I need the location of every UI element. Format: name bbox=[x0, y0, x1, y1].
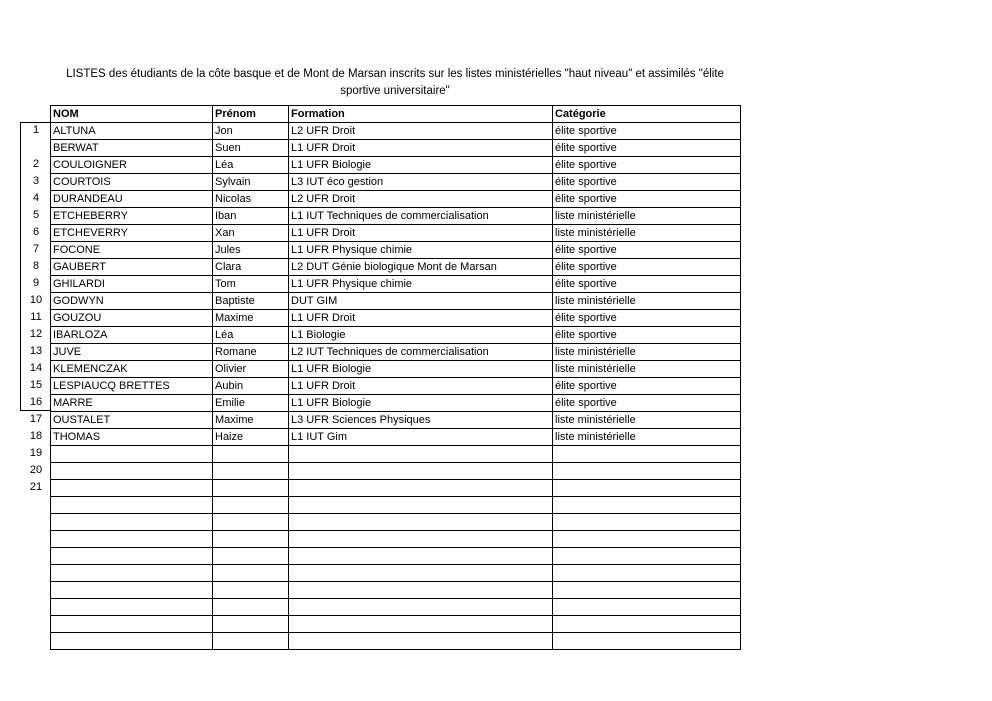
cell-categorie bbox=[553, 463, 741, 480]
table-row bbox=[51, 208, 741, 225]
cell-categorie bbox=[553, 497, 741, 514]
cell-nom: KLEMENCZAK bbox=[51, 361, 213, 378]
cell-categorie bbox=[553, 565, 741, 582]
row-number: 16 bbox=[29, 396, 43, 408]
cell-prenom: Olivier bbox=[213, 361, 289, 378]
cell-categorie: liste ministérielle bbox=[553, 225, 741, 242]
cell-categorie: élite sportive bbox=[553, 242, 741, 259]
cell-categorie bbox=[553, 599, 741, 616]
cell-formation: L1 UFR Droit bbox=[289, 140, 553, 157]
table-row bbox=[51, 327, 741, 344]
cell-prenom: Emilie bbox=[213, 395, 289, 412]
students-table-body bbox=[51, 106, 741, 650]
cell-prenom bbox=[213, 565, 289, 582]
table-row bbox=[51, 565, 741, 582]
cell-categorie bbox=[553, 514, 741, 531]
cell-formation bbox=[289, 497, 553, 514]
table-row bbox=[51, 361, 741, 378]
cell-prenom: Romane bbox=[213, 344, 289, 361]
cell-nom: GODWYN bbox=[51, 293, 213, 310]
cell-categorie: liste ministérielle bbox=[553, 208, 741, 225]
cell-formation: L1 UFR Physique chimie bbox=[289, 242, 553, 259]
cell-categorie: élite sportive bbox=[553, 174, 741, 191]
students-table bbox=[50, 105, 741, 650]
cell-categorie: élite sportive bbox=[553, 157, 741, 174]
cell-nom bbox=[51, 463, 213, 480]
table-row bbox=[51, 395, 741, 412]
cell-categorie: élite sportive bbox=[553, 378, 741, 395]
cell-formation: L2 DUT Génie biologique Mont de Marsan bbox=[289, 259, 553, 276]
cell-categorie: liste ministérielle bbox=[553, 412, 741, 429]
cell-nom: GHILARDI bbox=[51, 276, 213, 293]
cell-formation: L2 UFR Droit bbox=[289, 123, 553, 140]
cell-nom: GOUZOU bbox=[51, 310, 213, 327]
cell-formation: L1 UFR Droit bbox=[289, 225, 553, 242]
cell-prenom: Léa bbox=[213, 327, 289, 344]
cell-categorie: élite sportive bbox=[553, 276, 741, 293]
cell-formation: L1 UFR Biologie bbox=[289, 395, 553, 412]
cell-nom bbox=[51, 582, 213, 599]
cell-prenom: Tom bbox=[213, 276, 289, 293]
cell-categorie bbox=[553, 446, 741, 463]
cell-formation: DUT GIM bbox=[289, 293, 553, 310]
cell-nom: OUSTALET bbox=[51, 412, 213, 429]
cell-nom: MARRE bbox=[51, 395, 213, 412]
cell-formation bbox=[289, 565, 553, 582]
cell-nom: THOMAS bbox=[51, 429, 213, 446]
table-row bbox=[51, 123, 741, 140]
cell-formation: L1 UFR Droit bbox=[289, 378, 553, 395]
cell-nom: FOCONE bbox=[51, 242, 213, 259]
cell-formation: L3 IUT éco gestion bbox=[289, 174, 553, 191]
cell-categorie: liste ministérielle bbox=[553, 293, 741, 310]
cell-categorie bbox=[553, 582, 741, 599]
cell-nom: COURTOIS bbox=[51, 174, 213, 191]
table-row bbox=[51, 429, 741, 446]
cell-nom: ALTUNA bbox=[51, 123, 213, 140]
row-number: 4 bbox=[32, 192, 40, 204]
cell-formation: L1 IUT Techniques de commercialisation bbox=[289, 208, 553, 225]
cell-formation bbox=[289, 463, 553, 480]
cell-prenom: Maxime bbox=[213, 412, 289, 429]
cell-categorie bbox=[553, 531, 741, 548]
cell-nom: LESPIAUCQ BRETTES bbox=[51, 378, 213, 395]
cell-categorie bbox=[553, 616, 741, 633]
title-line-1: LISTES des étudiants de la côte basque et de Mont de Marsan inscrits sur les listes ministérielles "haut niveau" et assimilés "élite bbox=[66, 68, 724, 80]
cell-nom bbox=[51, 548, 213, 565]
cell-categorie: élite sportive bbox=[553, 140, 741, 157]
cell-categorie: élite sportive bbox=[553, 191, 741, 208]
cell-prenom bbox=[213, 463, 289, 480]
cell-categorie: élite sportive bbox=[553, 395, 741, 412]
cell-formation bbox=[289, 599, 553, 616]
cell-prenom bbox=[213, 531, 289, 548]
table-row bbox=[51, 599, 741, 616]
table-row bbox=[51, 497, 741, 514]
table-row bbox=[51, 412, 741, 429]
cell-categorie: liste ministérielle bbox=[553, 344, 741, 361]
table-row bbox=[51, 582, 741, 599]
table-row bbox=[51, 480, 741, 497]
cell-formation: L2 UFR Droit bbox=[289, 191, 553, 208]
cell-nom bbox=[51, 446, 213, 463]
cell-prenom: Baptiste bbox=[213, 293, 289, 310]
title-line-2: sportive universitaire" bbox=[340, 85, 450, 97]
cell-nom bbox=[51, 616, 213, 633]
table-row bbox=[51, 157, 741, 174]
row-number: 14 bbox=[29, 362, 43, 374]
cell-prenom bbox=[213, 633, 289, 650]
cell-categorie: liste ministérielle bbox=[553, 361, 741, 378]
table-row bbox=[51, 276, 741, 293]
cell-prenom: Nicolas bbox=[213, 191, 289, 208]
table-row bbox=[51, 225, 741, 242]
table-row bbox=[51, 242, 741, 259]
row-number: 13 bbox=[29, 345, 43, 357]
table-row bbox=[51, 174, 741, 191]
table-row bbox=[51, 310, 741, 327]
row-number: 3 bbox=[32, 175, 40, 187]
cell-prenom bbox=[213, 497, 289, 514]
cell-formation: L1 IUT Gim bbox=[289, 429, 553, 446]
row-number: 5 bbox=[32, 209, 40, 221]
cell-prenom: Sylvain bbox=[213, 174, 289, 191]
cell-formation bbox=[289, 480, 553, 497]
table-row bbox=[51, 378, 741, 395]
cell-categorie: élite sportive bbox=[553, 327, 741, 344]
table-row bbox=[51, 293, 741, 310]
header-categorie: Catégorie bbox=[553, 106, 741, 123]
cell-nom: BERWAT bbox=[51, 140, 213, 157]
table-header-row bbox=[51, 106, 741, 123]
cell-categorie bbox=[553, 548, 741, 565]
header-prenom: Prénom bbox=[213, 106, 289, 123]
table-row bbox=[51, 140, 741, 157]
cell-nom: IBARLOZA bbox=[51, 327, 213, 344]
cell-formation bbox=[289, 582, 553, 599]
cell-prenom bbox=[213, 446, 289, 463]
table-row bbox=[51, 463, 741, 480]
cell-nom bbox=[51, 633, 213, 650]
row-number: 17 bbox=[29, 413, 43, 425]
cell-prenom bbox=[213, 514, 289, 531]
cell-categorie: élite sportive bbox=[553, 259, 741, 276]
cell-formation bbox=[289, 616, 553, 633]
cell-formation: L1 UFR Physique chimie bbox=[289, 276, 553, 293]
cell-prenom: Léa bbox=[213, 157, 289, 174]
cell-prenom bbox=[213, 616, 289, 633]
cell-prenom: Suen bbox=[213, 140, 289, 157]
row-number: 20 bbox=[29, 464, 43, 476]
cell-nom: DURANDEAU bbox=[51, 191, 213, 208]
row-number: 10 bbox=[29, 294, 43, 306]
cell-nom bbox=[51, 480, 213, 497]
cell-categorie: élite sportive bbox=[553, 123, 741, 140]
cell-formation bbox=[289, 548, 553, 565]
cell-nom: GAUBERT bbox=[51, 259, 213, 276]
table-row bbox=[51, 191, 741, 208]
cell-nom bbox=[51, 531, 213, 548]
row-number: 15 bbox=[29, 379, 43, 391]
row-number: 21 bbox=[29, 481, 43, 493]
row-number: 9 bbox=[32, 277, 40, 289]
row-number: 12 bbox=[29, 328, 43, 340]
cell-formation bbox=[289, 633, 553, 650]
row-number: 2 bbox=[32, 158, 40, 170]
cell-nom bbox=[51, 497, 213, 514]
cell-formation bbox=[289, 531, 553, 548]
table-row bbox=[51, 616, 741, 633]
cell-formation bbox=[289, 446, 553, 463]
document-title bbox=[50, 66, 740, 100]
table-row bbox=[51, 531, 741, 548]
cell-prenom bbox=[213, 480, 289, 497]
cell-formation: L2 IUT Techniques de commercialisation bbox=[289, 344, 553, 361]
table-row bbox=[51, 548, 741, 565]
row-number: 8 bbox=[32, 260, 40, 272]
cell-categorie bbox=[553, 480, 741, 497]
row-number: 18 bbox=[29, 430, 43, 442]
cell-prenom: Jules bbox=[213, 242, 289, 259]
cell-prenom bbox=[213, 599, 289, 616]
cell-formation: L3 UFR Sciences Physiques bbox=[289, 412, 553, 429]
table-row bbox=[51, 514, 741, 531]
table-row bbox=[51, 259, 741, 276]
cell-nom bbox=[51, 514, 213, 531]
cell-formation: L1 UFR Droit bbox=[289, 310, 553, 327]
cell-nom: JUVE bbox=[51, 344, 213, 361]
cell-prenom: Xan bbox=[213, 225, 289, 242]
cell-categorie bbox=[553, 633, 741, 650]
row-number: 19 bbox=[29, 447, 43, 459]
table-row bbox=[51, 633, 741, 650]
table-row bbox=[51, 446, 741, 463]
cell-nom bbox=[51, 599, 213, 616]
cell-prenom: Maxime bbox=[213, 310, 289, 327]
cell-formation bbox=[289, 514, 553, 531]
cell-categorie: élite sportive bbox=[553, 310, 741, 327]
row-number: 7 bbox=[32, 243, 40, 255]
cell-prenom bbox=[213, 582, 289, 599]
row-number: 1 bbox=[32, 124, 40, 136]
table-row bbox=[51, 344, 741, 361]
cell-nom: ETCHEBERRY bbox=[51, 208, 213, 225]
cell-formation: L1 Biologie bbox=[289, 327, 553, 344]
cell-prenom: Jon bbox=[213, 123, 289, 140]
cell-nom: COULOIGNER bbox=[51, 157, 213, 174]
header-nom: NOM bbox=[51, 106, 213, 123]
cell-nom: ETCHEVERRY bbox=[51, 225, 213, 242]
row-number: 11 bbox=[30, 311, 42, 323]
cell-prenom: Clara bbox=[213, 259, 289, 276]
cell-prenom: Haize bbox=[213, 429, 289, 446]
cell-formation: L1 UFR Biologie bbox=[289, 361, 553, 378]
cell-prenom: Aubin bbox=[213, 378, 289, 395]
cell-nom bbox=[51, 565, 213, 582]
cell-formation: L1 UFR Biologie bbox=[289, 157, 553, 174]
cell-categorie: liste ministérielle bbox=[553, 429, 741, 446]
header-formation: Formation bbox=[289, 106, 553, 123]
row-number: 6 bbox=[32, 226, 40, 238]
cell-prenom: Iban bbox=[213, 208, 289, 225]
cell-prenom bbox=[213, 548, 289, 565]
